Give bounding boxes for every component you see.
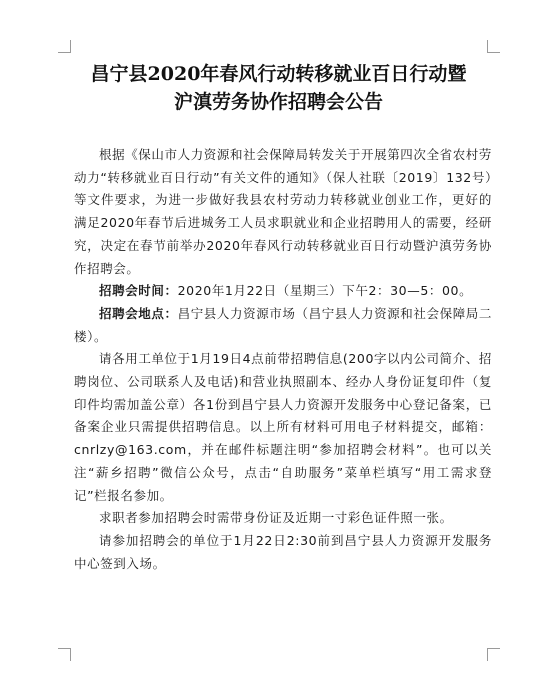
crop-mark-top-left xyxy=(58,40,71,53)
paragraph-time xyxy=(74,280,492,303)
paragraph-job-seekers: 求职者参加招聘会时需带身份证及近期一寸彩色证件照一张。 xyxy=(99,510,453,526)
time-value: 2020年1月22日（星期三）下午2：30—5：00。 xyxy=(177,283,473,299)
document-body xyxy=(74,144,492,575)
title-line-1: 昌宁县2020年春风行动转移就业百日行动暨 xyxy=(90,63,467,85)
title-line-2: 沪滇劳务协作招聘会公告 xyxy=(173,91,383,113)
paragraph-checkin: 请参加招聘会的单位于1月22日2:30前到昌宁县人力资源开发服务中心签到入场。 xyxy=(74,532,492,571)
crop-mark-top-right xyxy=(487,40,500,53)
place-label: 招聘会地点： xyxy=(99,305,178,321)
time-label: 招聘会时间： xyxy=(99,283,178,299)
paragraph-employer-instructions: 请各用工单位于1月19日4点前带招聘信息(200字以内公司简介、招聘岗位、公司联系人及电话)和营业执照副本、经办人身份证复印件（复印件均需加盖公章）各1份到昌宁县人力资源开发服务中心登记备案，已备案企业只需提供招聘信息。以上所有材料可用电子材料提交，邮箱：cnrlzy@163.com，并在邮件标题注明“参加招聘会材料”。也可以关注“薪乡招聘”微信公众号，点击“自助服务”菜单栏填写“用工需求登记”栏报名参加。 xyxy=(74,351,492,503)
paragraph-basis: 根据《保山市人力资源和社会保障局转发关于开展第四次全省农村劳动力“转移就业百日行动”有关文件的通知》（保人社联〔2019〕132号）等文件要求，为进一步做好我县农村劳动力转移就业创业工作，更好的满足2020年春节后进城务工人员求职就业和企业招聘用人的需要，经研究，决定在春节前举办2020年春风行动转移就业百日行动暨沪滇劳务协作招聘会。 xyxy=(74,147,493,276)
crop-mark-bottom-left xyxy=(58,648,71,661)
place-value: 昌宁县人力资源市场（昌宁县人力资源和社会保障局二楼）。 xyxy=(74,305,493,344)
document-title xyxy=(60,60,497,116)
paragraph-place xyxy=(74,303,492,348)
crop-mark-bottom-right xyxy=(487,648,500,661)
